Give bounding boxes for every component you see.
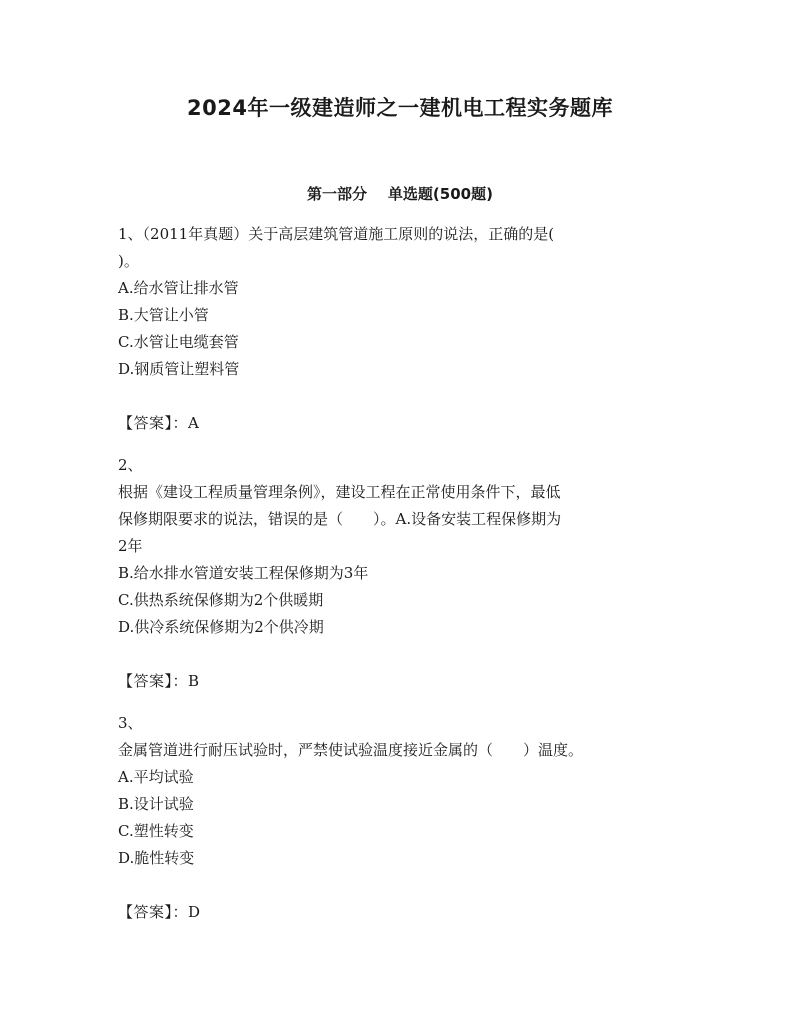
question-2 bbox=[118, 452, 678, 710]
question-list bbox=[118, 221, 678, 926]
answer-text: 【答案】：B bbox=[118, 672, 200, 690]
option-b: B.设计试验 bbox=[118, 795, 194, 813]
question-text: 根据《建设工程质量管理条例》，建设工程在正常使用条件下，最低 bbox=[118, 483, 561, 501]
question-text: 金属管道进行耐压试验时，严禁使试验温度接近金属的（ ）温度。 bbox=[118, 741, 584, 759]
answer-text: 【答案】：A bbox=[118, 414, 200, 432]
option-d: D.供冷系统保修期为2个供冷期 bbox=[118, 618, 324, 636]
option-c: C.供热系统保修期为2个供暖期 bbox=[118, 591, 324, 609]
option-a: A.给水管让排水管 bbox=[118, 279, 239, 297]
question-text: 2年 bbox=[118, 537, 143, 555]
option-b: B.大管让小管 bbox=[118, 306, 209, 324]
question-number: 3、 bbox=[118, 714, 143, 732]
question-text: 保修期限要求的说法，错误的是（ ）。A.设备安装工程保修期为 bbox=[118, 510, 562, 528]
question-1 bbox=[118, 221, 678, 452]
document-title: 2024年一级建造师之一建机电工程实务题库 bbox=[187, 96, 613, 120]
question-3 bbox=[118, 710, 678, 926]
option-c: C.塑性转变 bbox=[118, 822, 194, 840]
question-number: 2、 bbox=[118, 456, 143, 474]
question-text: )。 bbox=[118, 252, 139, 270]
option-c: C.水管让电缆套管 bbox=[118, 333, 239, 351]
option-b: B.给水排水管道安装工程保修期为3年 bbox=[118, 564, 369, 582]
answer-text: 【答案】：D bbox=[118, 903, 201, 921]
section-heading: 第一部分 单选题(500题) bbox=[307, 185, 493, 203]
option-d: D.脆性转变 bbox=[118, 849, 195, 867]
option-a: A.平均试验 bbox=[118, 768, 194, 786]
option-d: D.钢质管让塑料管 bbox=[118, 360, 240, 378]
question-text: 1、（2011年真题）关于高层建筑管道施工原则的说法，正确的是( bbox=[118, 225, 555, 243]
